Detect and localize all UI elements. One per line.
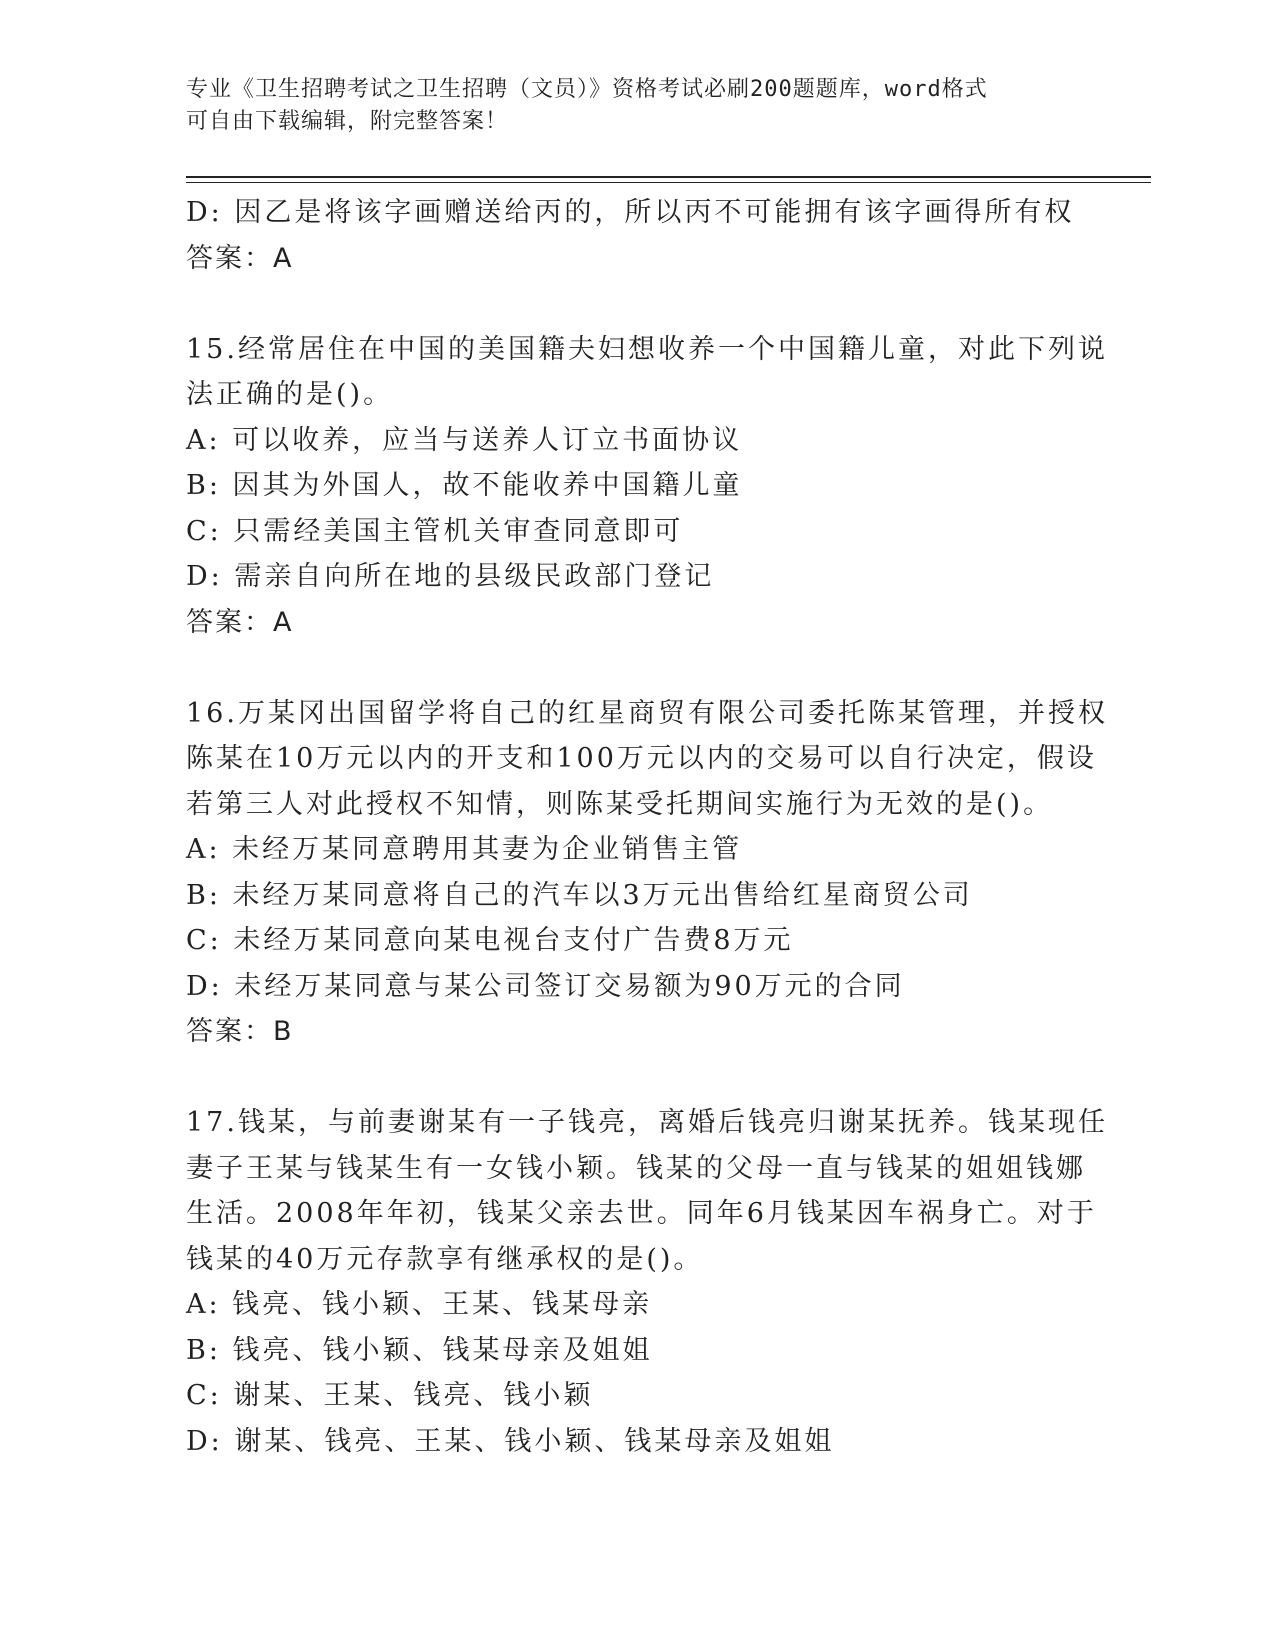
header-divider-thin	[186, 182, 1151, 183]
option-b: B: 因其为外国人，故不能收养中国籍儿童	[186, 470, 743, 501]
document-body	[186, 190, 1108, 1464]
question-stem-line: 17.钱某，与前妻谢某有一子钱亮，离婚后钱亮归谢某抚养。钱某现任	[186, 1107, 1108, 1138]
option-a: A: 未经万某同意聘用其妻为企业销售主管	[186, 834, 743, 865]
answer: 答案：A	[186, 606, 294, 638]
question-stem-line: 钱某的40万元存款享有继承权的是()。	[186, 1243, 704, 1275]
answer: 答案：B	[186, 1016, 294, 1047]
option-b: B: 未经万某同意将自己的汽车以3万元出售给红星商贸公司	[186, 879, 973, 911]
question-stem-line: 15.经常居住在中国的美国籍夫妇想收养一个中国籍儿童，对此下列说	[186, 333, 1108, 365]
header-divider-thick	[186, 176, 1151, 178]
spacer	[186, 1055, 1066, 1101]
option-c: C: 未经万某同意向某电视台支付广告费8万元	[186, 925, 794, 956]
spacer	[186, 645, 1066, 691]
question-stem-line: 妻子王某与钱某生有一女钱小颖。钱某的父母一直与钱某的姐姐钱娜	[186, 1152, 1086, 1184]
continued-option-d: D: 因乙是将该字画赠送给丙的，所以丙不可能拥有该字画得所有权	[186, 197, 1075, 228]
question-stem-line: 法正确的是()。	[186, 379, 394, 410]
header-line-2: 可自由下载编辑，附完整答案！	[186, 109, 509, 134]
continued-answer: 答案：A	[186, 242, 294, 274]
spacer	[186, 281, 1066, 327]
question-stem-line: 生活。2008年年初，钱某父亲去世。同年6月钱某因车祸身亡。对于	[186, 1198, 1097, 1229]
question-17	[186, 1100, 1108, 1464]
option-a: A: 钱亮、钱小颖、王某、钱某母亲	[186, 1289, 653, 1320]
question-15	[186, 327, 1108, 646]
header-line-1: 专业《卫生招聘考试之卫生招聘（文员）》资格考试必刷200题题库，word格式	[186, 77, 988, 102]
question-stem-line: 16.万某冈出国留学将自己的红星商贸有限公司委托陈某管理，并授权	[186, 697, 1108, 729]
option-b: B: 钱亮、钱小颖、钱某母亲及姐姐	[186, 1334, 653, 1366]
option-c: C: 只需经美国主管机关审查同意即可	[186, 515, 684, 547]
question-stem-line: 若第三人对此授权不知情，则陈某受托期间实施行为无效的是()。	[186, 788, 1054, 820]
option-d: D: 谢某、钱亮、王某、钱小颖、钱某母亲及姐姐	[186, 1425, 835, 1457]
option-a: A: 可以收养，应当与送养人订立书面协议	[186, 424, 743, 456]
option-c: C: 谢某、王某、钱亮、钱小颖	[186, 1380, 594, 1411]
question-stem-line: 陈某在10万元以内的开支和100万元以内的交易可以自行决定，假设	[186, 743, 1097, 774]
question-16	[186, 691, 1108, 1055]
document-header	[186, 74, 1076, 138]
option-d: D: 未经万某同意与某公司签订交易额为90万元的合同	[186, 970, 905, 1002]
option-d: D: 需亲自向所在地的县级民政部门登记	[186, 561, 715, 592]
